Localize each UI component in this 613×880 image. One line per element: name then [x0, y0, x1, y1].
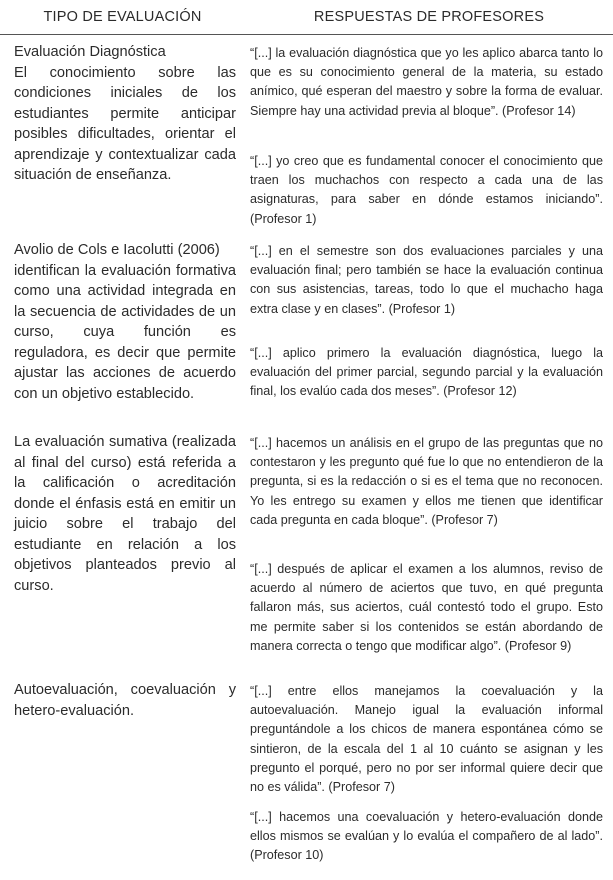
teacher-responses-cell: [250, 808, 603, 866]
teacher-quote: “[...] entre ellos manejamos la coevaluación y la autoevaluación. Manejo igual la evaluación informal preguntándole a los chicos de manera espontánea cómo se sintieron, de la escala del 1 al 10 cuánto se asignan y les pregunto el porqué, pero no por ser informal quiere decir que no es válida”. (Profesor 7): [250, 684, 603, 795]
evaluation-type-cell: [14, 432, 236, 596]
teacher-responses-cell: [250, 344, 603, 402]
evaluation-type-description: Autoevaluación, coevaluación y hetero-evaluación.: [14, 682, 236, 719]
teacher-quote: “[...] aplico primero la evaluación diagnóstica, luego la evaluación del primer parcial, segundo parcial y la evaluación final, los evalúo cada dos meses”. (Profesor 12): [250, 346, 603, 399]
evaluation-type-cell: [14, 240, 236, 404]
evaluation-type-cell: [14, 680, 236, 721]
evaluation-type-title: Evaluación Diagnóstica: [14, 44, 166, 60]
teacher-responses-cell: [250, 44, 603, 121]
evaluation-type-description: La evaluación sumativa (realizada al final del curso) está referida a la calificación o acreditación donde el énfasis está en emitir un juicio sobre el trabajo del estudiante en relación a los objetivos planteados previo al curso.: [14, 434, 236, 594]
teacher-quote: “[...] yo creo que es fundamental conocer el conocimiento que traen los muchachos con respecto a cada una de las asignaturas, para saber en dónde estamos iniciando”. (Profesor 1): [250, 154, 603, 226]
table-header: [0, 0, 613, 35]
teacher-responses-cell: [250, 152, 603, 229]
teacher-quote: “[...] hacemos un análisis en el grupo de las preguntas que no contestaron y les pregunto qué fue lo que no entendieron de la pregunta, si es la redacción o si es el tema que no reconocen. Yo les entrego su examen y ellos me tienen que identificar cada pregunta en cada bloque”. (Profesor 7): [250, 436, 603, 527]
teacher-quote: “[...] la evaluación diagnóstica que yo les aplico abarca tanto lo que es su conocimiento general de la materia, su estado anímico, qué esperan del maestro y sobre la forma de evaluar. Siempre hay una actividad previa al bloque”. (Profesor 14): [250, 46, 603, 118]
teacher-responses-cell: [250, 242, 603, 319]
header-teacher-responses: RESPUESTAS DE PROFESORES: [313, 9, 545, 25]
header-evaluation-type: TIPO DE EVALUACIÓN: [43, 9, 202, 25]
evaluation-type-description: El conocimiento sobre las condiciones iniciales de los estudiantes permite anticipar posibles dificultades, orientar el aprendizaje y contextualizar cada situación de enseñanza.: [14, 64, 236, 183]
evaluation-type-description: identifican la evaluación formativa como una actividad integrada en la secuencia de actividades de un curso, cuya función es reguladora, es decir que permite ajustar las acciones de acuerdo con un objetivo establecido.: [14, 262, 236, 402]
teacher-quote: “[...] hacemos una coevaluación y hetero-evaluación donde ellos mismos se evalúan y lo evalúa el compañero de al lado”. (Profesor 10): [250, 810, 603, 863]
evaluation-type-title: Avolio de Cols e Iacolutti (2006): [14, 242, 220, 258]
teacher-responses-cell: [250, 434, 603, 530]
teacher-responses-cell: [250, 682, 603, 797]
teacher-quote: “[...] en el semestre son dos evaluaciones parciales y una evaluación final; pero también se hace la evaluación continua con sus asistencias, tareas, todo lo que el muchacho haga extra clase y en clases”. (Profesor 1): [250, 244, 603, 316]
teacher-quote: “[...] después de aplicar el examen a los alumnos, reviso de acuerdo al número de aciertos que tuvo, en qué pregunta fallaron más, sus aciertos, cuál contestó todo el grupo. Esto me permite saber si los contenidos se están abordando de manera correcta o tengo que modificar algo”. (Profesor 9): [250, 562, 603, 653]
teacher-responses-cell: [250, 560, 603, 656]
evaluation-type-cell: [14, 42, 236, 186]
